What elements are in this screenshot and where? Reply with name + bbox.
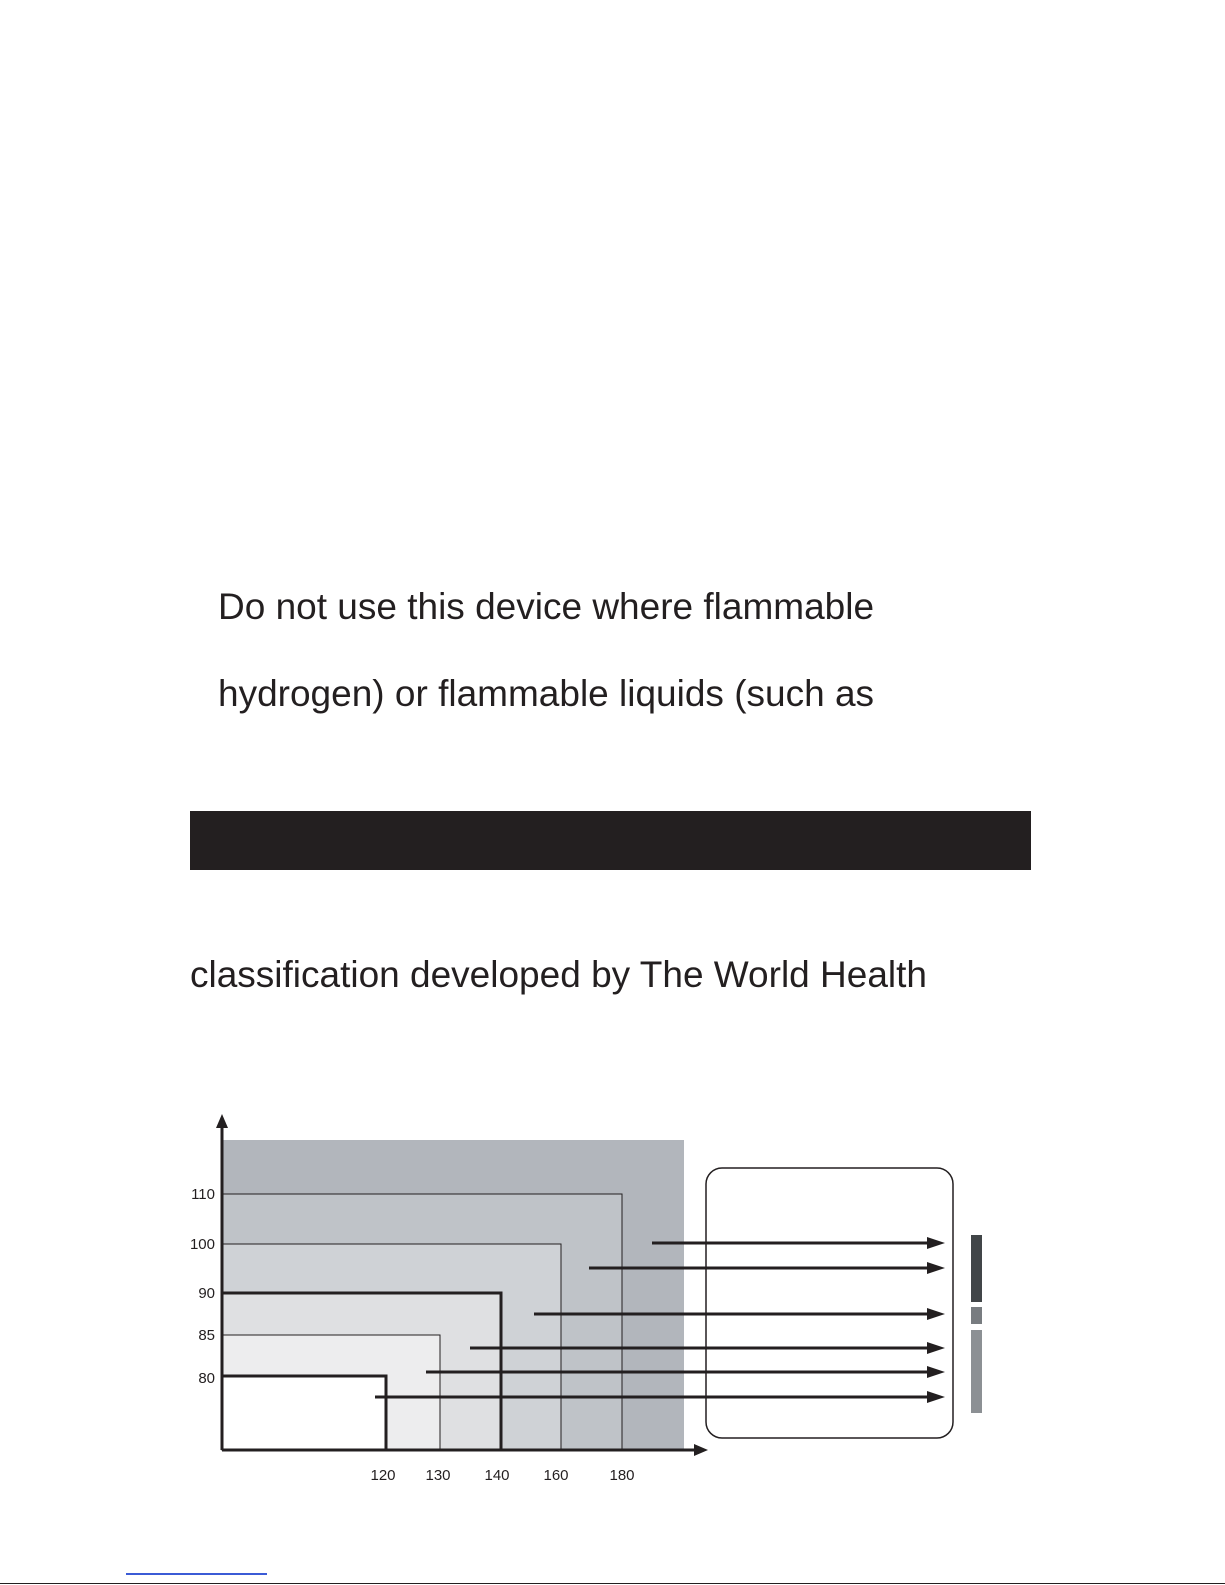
text-line-hydrogen: hydrogen) or flammable liquids (such as bbox=[218, 673, 875, 714]
x-tick-label: 130 bbox=[425, 1467, 451, 1484]
x-axis-arrowhead bbox=[694, 1444, 708, 1456]
footer-rule bbox=[0, 1583, 1225, 1584]
footer-link-underline bbox=[126, 1573, 267, 1575]
x-tick-label: 140 bbox=[484, 1467, 510, 1484]
y-tick-label: 85 bbox=[198, 1327, 215, 1344]
scale-bar-segment-low bbox=[971, 1330, 982, 1413]
text-line-flammable: Do not use this device where flammable bbox=[218, 586, 875, 627]
y-tick-label: 90 bbox=[198, 1285, 215, 1302]
region-1 bbox=[222, 1376, 386, 1450]
x-tick-label: 160 bbox=[543, 1467, 569, 1484]
text-line-classification: classification developed by The World Health bbox=[190, 954, 927, 995]
blood-pressure-classification-chart bbox=[170, 1110, 1030, 1510]
x-tick-label: 180 bbox=[609, 1467, 635, 1484]
section-header-bar bbox=[190, 811, 1031, 870]
scale-bar-segment-high bbox=[971, 1235, 982, 1302]
y-tick-label: 110 bbox=[191, 1186, 215, 1203]
y-axis-arrowhead bbox=[216, 1114, 228, 1128]
scale-bar-segment-mid bbox=[971, 1307, 982, 1324]
y-tick-label: 80 bbox=[198, 1370, 215, 1387]
x-tick-label: 120 bbox=[370, 1467, 396, 1484]
y-tick-label: 100 bbox=[189, 1236, 215, 1253]
